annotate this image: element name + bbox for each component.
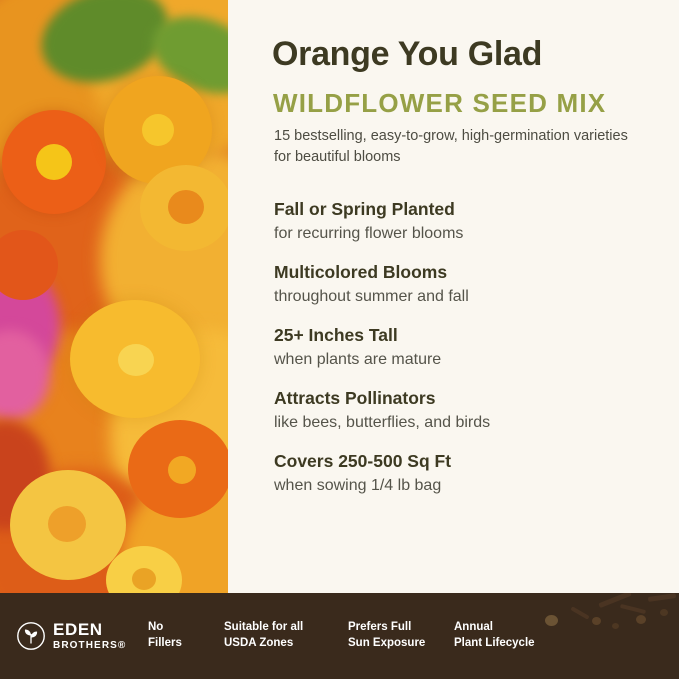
list-item — [274, 261, 654, 308]
flower-center — [168, 190, 204, 224]
status-badge — [148, 620, 206, 651]
feature-heading: Attracts Pollinators — [274, 388, 436, 409]
footer-badges — [148, 620, 572, 651]
brand-logo — [16, 621, 148, 651]
badge-line-2: USDA Zones — [224, 637, 294, 649]
list-item — [274, 387, 654, 434]
feature-subtext: when sowing 1/4 lb bag — [274, 476, 442, 494]
badge-line-1: Prefers Full — [348, 621, 412, 634]
status-badge — [224, 620, 330, 651]
feature-subtext: when plants are mature — [274, 350, 442, 368]
feature-heading: 25+ Inches Tall — [274, 325, 398, 346]
flower-center — [142, 114, 174, 146]
flower-center — [36, 144, 72, 180]
footer-bar — [0, 593, 679, 679]
feature-heading: Multicolored Blooms — [274, 262, 448, 283]
product-description: 15 bestselling, easy-to-grow, high-germination varieties for beautiful blooms — [274, 128, 628, 166]
badge-line-2: Fillers — [148, 637, 182, 649]
badge-line-1: Annual — [454, 621, 493, 634]
feature-heading: Fall or Spring Planted — [274, 199, 455, 219]
product-info — [250, 0, 670, 614]
flower-center — [132, 568, 156, 590]
list-item — [274, 324, 654, 371]
badge-line-1: Suitable for all — [224, 621, 304, 634]
feature-subtext: throughout summer and fall — [274, 287, 469, 305]
badge-line-2: Plant Lifecycle — [454, 637, 535, 649]
flower-center — [48, 506, 86, 542]
badge-line-2: Sun Exposure — [348, 637, 426, 649]
status-badge — [348, 620, 436, 651]
footer-content — [0, 593, 679, 679]
feature-subtext: like bees, butterflies, and birds — [274, 413, 491, 431]
badge-line-1: No — [148, 621, 164, 634]
brand-line-1: EDEN — [53, 620, 103, 639]
page-title: Orange You Glad — [272, 35, 543, 73]
feature-subtext: for recurring flower blooms — [274, 224, 464, 242]
list-item — [274, 198, 654, 245]
flower-center — [168, 456, 196, 484]
leaf-icon — [16, 621, 46, 651]
flower-center — [118, 344, 154, 376]
list-item — [274, 450, 654, 497]
feature-list — [274, 198, 654, 513]
product-subtitle: WILDFLOWER SEED MIX — [273, 88, 607, 118]
feature-heading: Covers 250-500 Sq Ft — [274, 451, 452, 472]
brand-line-2: BROTHERS® — [53, 640, 127, 651]
product-photo — [0, 0, 228, 614]
status-badge — [454, 620, 554, 651]
brand-wordmark — [53, 621, 126, 651]
